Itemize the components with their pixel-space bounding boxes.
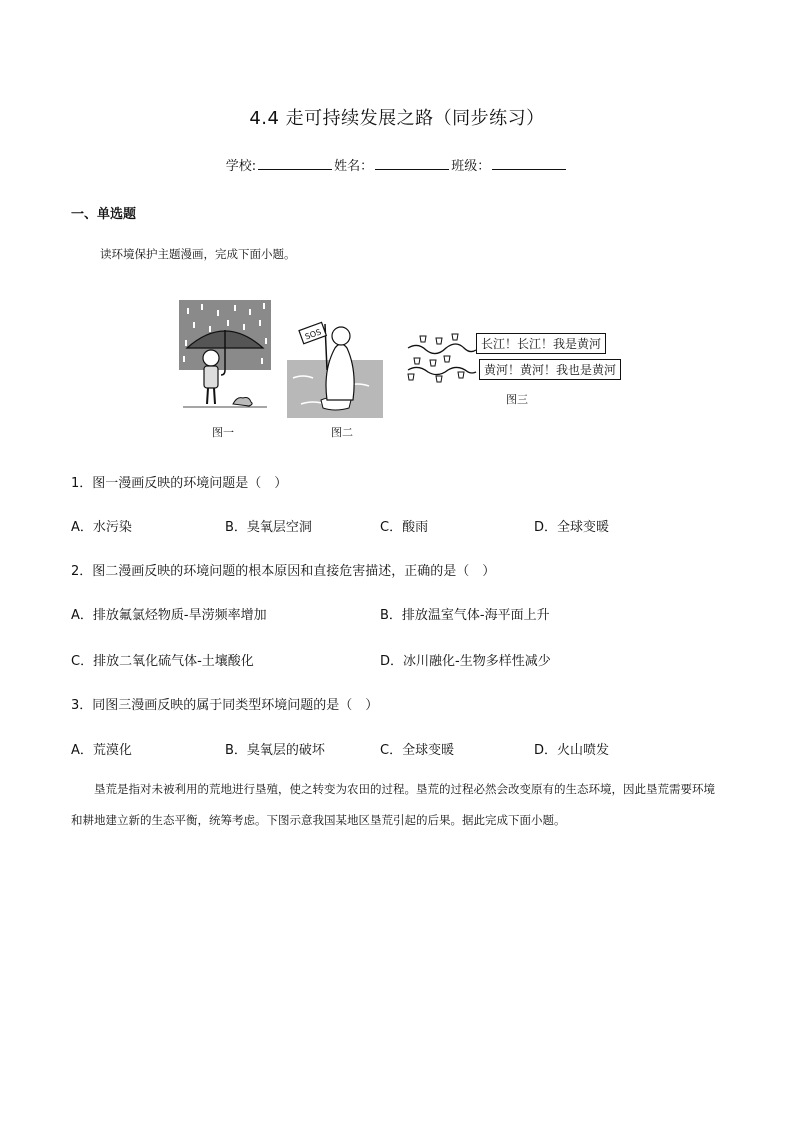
figure-two [287,316,383,418]
name-label: 姓名： [334,159,374,174]
figure-one [179,300,271,412]
q3-option-c[interactable]: C．全球变暖 [380,743,455,758]
q3-option-a[interactable]: A．荒漠化 [71,743,132,758]
q1-option-a[interactable]: A．水污染 [71,520,132,535]
student-info-line [0,155,794,174]
q3-option-b[interactable]: B．臭氧层的破坏 [225,743,325,758]
figure-two-caption: 图二 [331,426,353,439]
name-blank[interactable] [375,157,449,170]
figure-three-caption: 图三 [506,393,528,406]
q2-option-d[interactable]: D．冰川融化-生物多样性减少 [380,654,551,669]
yellow-river-speech-bubble: 黄河！黄河！我也是黄河 [479,359,621,380]
q2-option-b[interactable]: B．排放温室气体-海平面上升 [380,608,550,623]
section-intro: 读环境保护主题漫画，完成下面小题。 [100,247,296,261]
polar-bear-cartoon-image [287,316,383,418]
figure-three [406,330,478,386]
class-label: 班级： [451,159,491,174]
page-title: 4.4 走可持续发展之路（同步练习） [249,108,545,129]
question-2-stem: 2．图二漫画反映的环境问题的根本原因和直接危害描述，正确的是（ ） [71,564,496,579]
q2-option-a[interactable]: A．排放氟氯烃物质-旱涝频率增加 [71,608,267,623]
q1-option-b[interactable]: B．臭氧层空洞 [225,520,312,535]
q1-option-c[interactable]: C．酸雨 [380,520,429,535]
question-1-stem: 1．图一漫画反映的环境问题是（ ） [71,476,288,491]
acid-rain-cartoon-image [179,300,271,412]
yangtze-speech-bubble: 长江！长江！我是黄河 [476,333,606,354]
section-heading: 一、单选题 [71,207,137,222]
question-3-stem: 3．同图三漫画反映的属于同类型环境问题的是（ ） [71,698,379,713]
reading-passage: 垦荒是指对未被利用的荒地进行垦殖，使之转变为农田的过程。垦荒的过程必然会改变原有的生态环境，因此垦荒需要环境和耕地建立新的生态平衡，统筹考虑。下图示意我国某地区垦荒引起的后果。据此完成下面小题。 [71,782,715,827]
figure-one-caption: 图一 [212,426,234,439]
sos-sign-text: SOS [303,327,323,342]
river-pollution-cartoon-image [406,330,478,386]
q1-option-d[interactable]: D．全球变暖 [534,520,610,535]
school-label: 学校: [225,159,257,174]
q3-option-d[interactable]: D．火山喷发 [534,743,610,758]
q2-option-c[interactable]: C．排放二氧化硫气体-土壤酸化 [71,654,254,669]
school-blank[interactable] [258,157,332,170]
class-blank[interactable] [492,157,566,170]
